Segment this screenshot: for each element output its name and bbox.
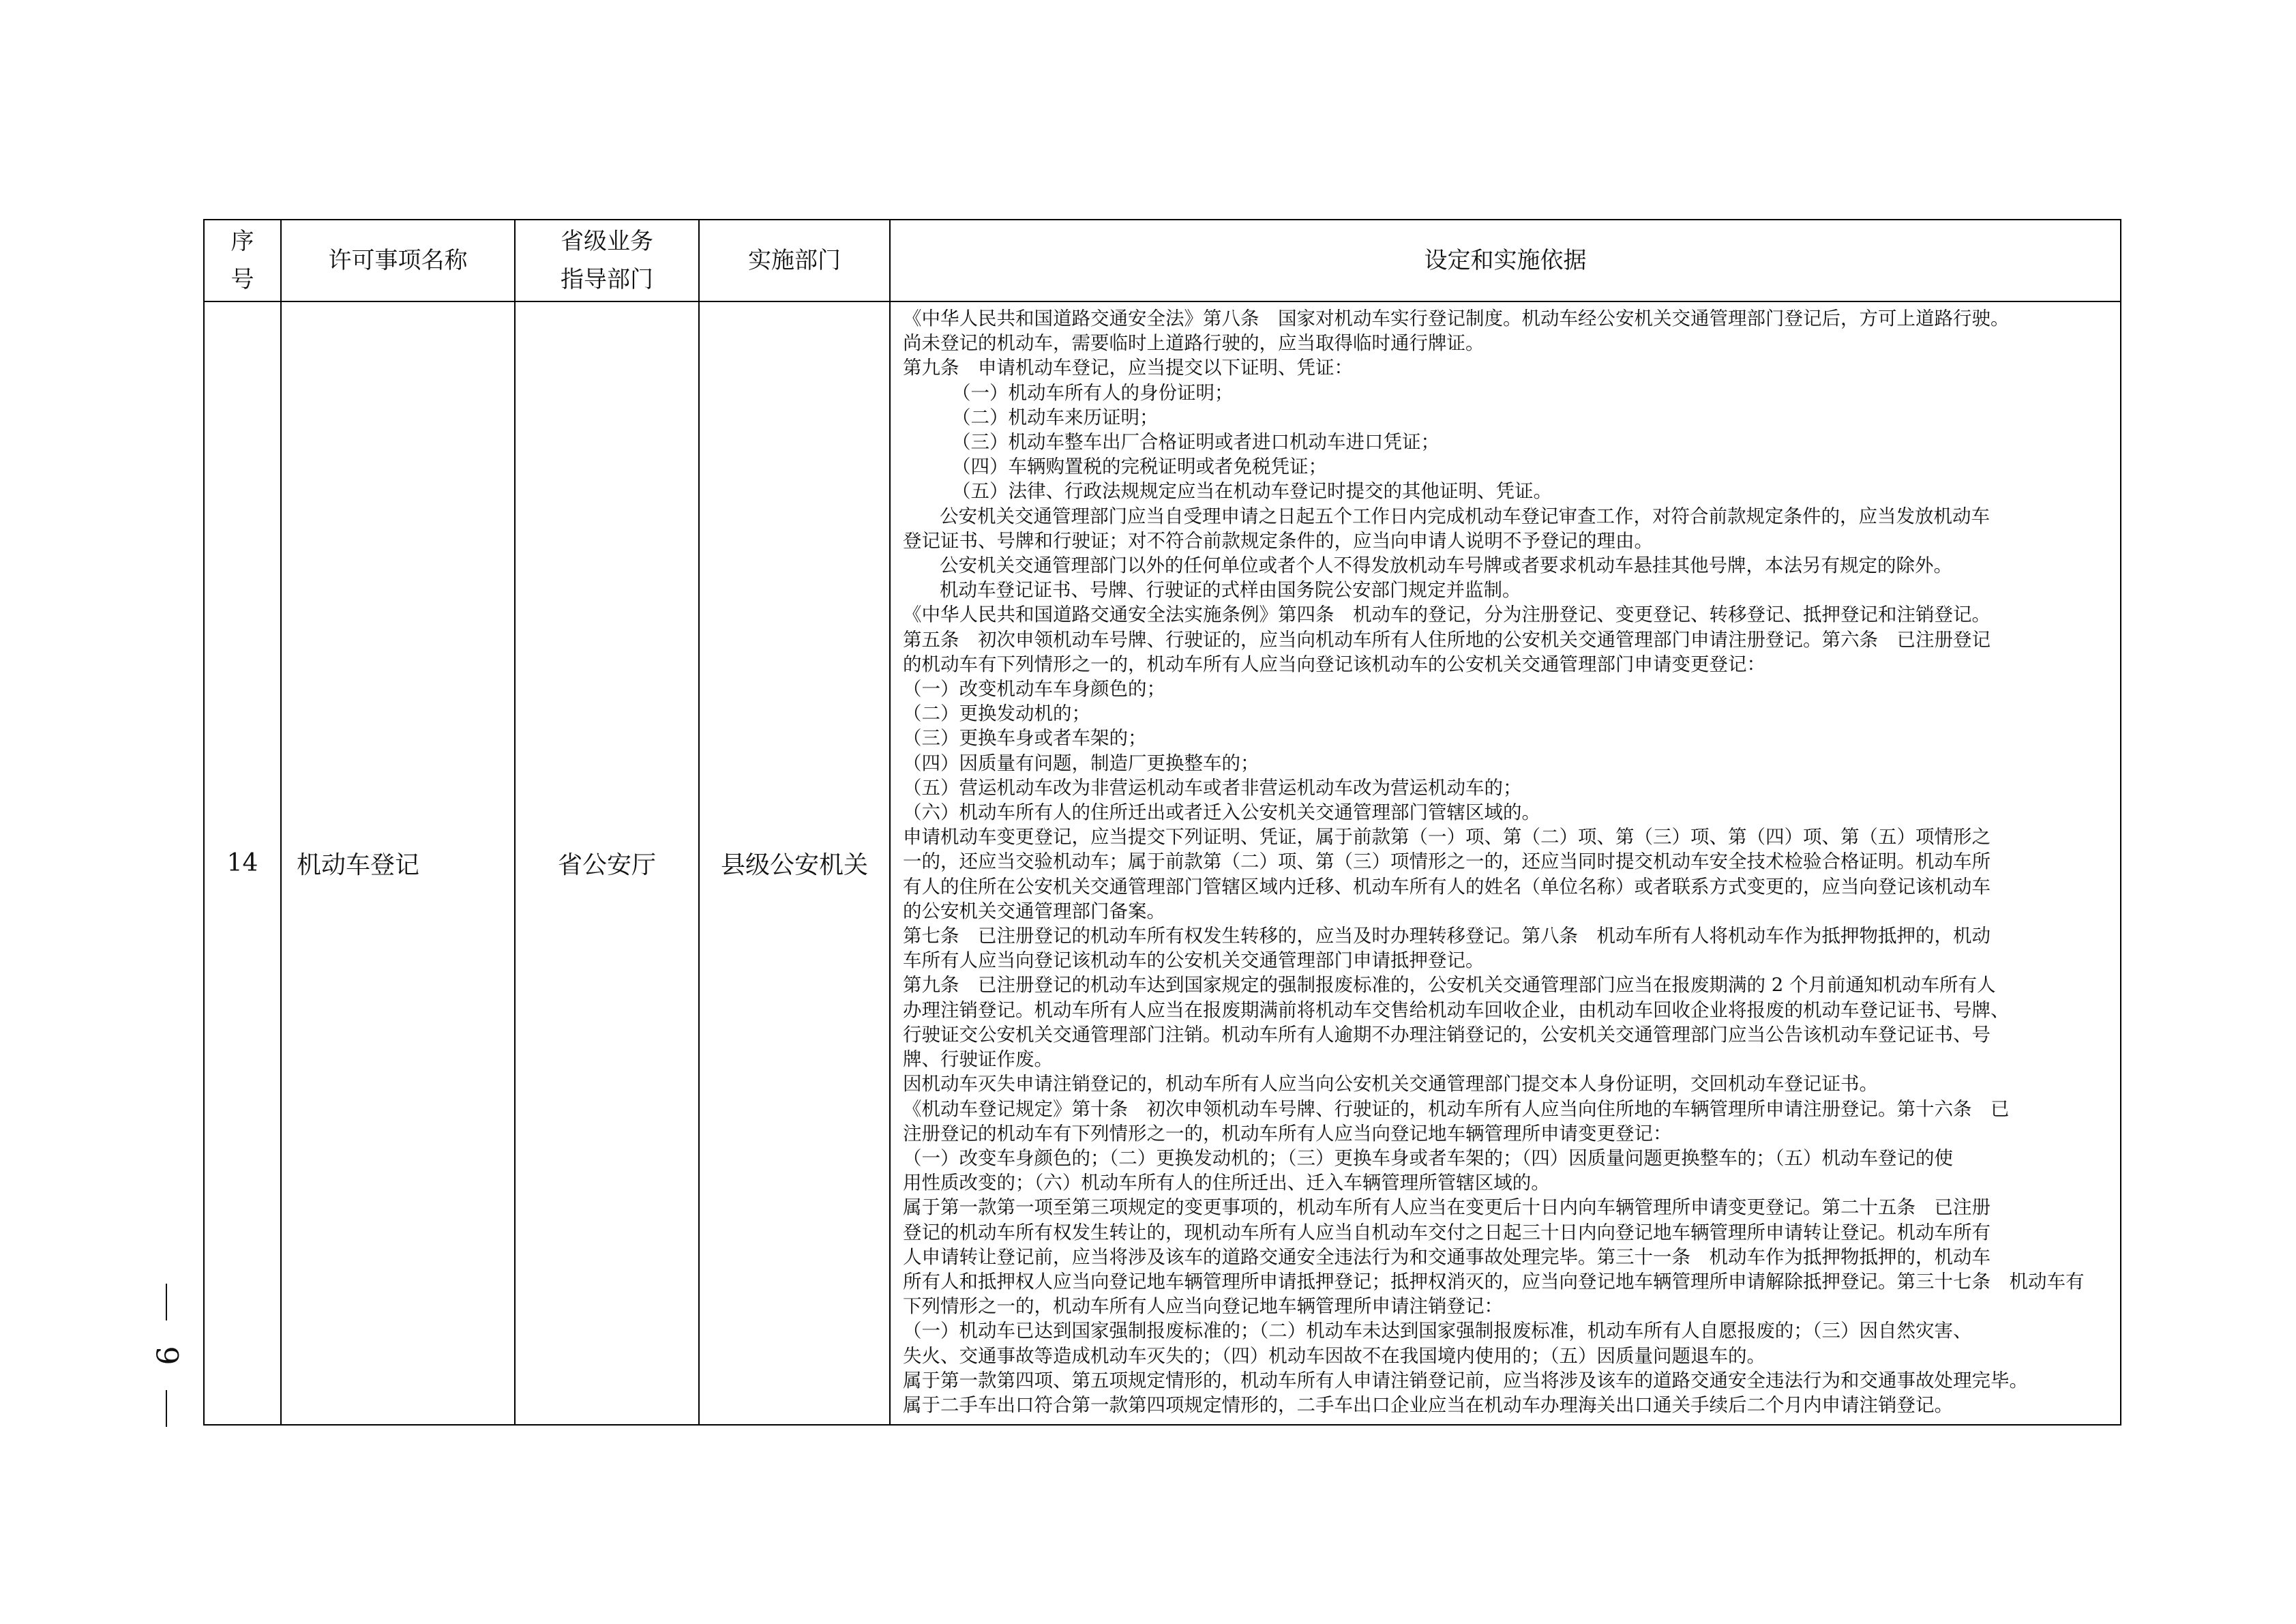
basis-line: 《机动车登记规定》第十条 初次申领机动车号牌、行驶证的，机动车所有人应当向住所地的车辆管理所申请注册登记。第十六条 已 [903, 1097, 2010, 1120]
basis-line: 失火、交通事故等造成机动车灭失的；（四）机动车因故不在我国境内使用的；（五）因质量问题退车的。 [903, 1344, 1765, 1367]
header-serial-number: 序号 [204, 220, 281, 301]
basis-line: 下列情形之一的，机动车所有人应当向登记地车辆管理所申请注销登记： [903, 1295, 1503, 1318]
basis-line: 《中华人民共和国道路交通安全法实施条例》第四条 机动车的登记，分为注册登记、变更登记、转移登记、抵押登记和注销登记。 [903, 604, 1991, 626]
header-implementing-dept: 实施部门 [699, 220, 890, 301]
basis-line: （一）机动车所有人的身份证明； [952, 381, 1234, 404]
basis-line: （五）法律、行政法规规定应当在机动车登记时提交的其他证明、凭证。 [952, 480, 1552, 503]
header-legal-basis: 设定和实施依据 [890, 220, 2121, 301]
row-legal-basis [890, 301, 2121, 1425]
page-number-value: 9 [149, 1346, 184, 1365]
basis-line: （三）机动车整车出厂合格证明或者进口机动车进口凭证； [952, 431, 1440, 454]
basis-line: （四）因质量有问题，制造厂更换整车的； [903, 752, 1259, 774]
basis-line: （四）车辆购置税的完税证明或者免税凭证； [952, 456, 1327, 478]
basis-line: 车所有人应当向登记该机动车的公安机关交通管理部门申请抵押登记。 [903, 949, 1485, 972]
basis-line: 登记证书、号牌和行驶证；对不符合前款规定条件的，应当向申请人说明不予登记的理由。 [903, 529, 1653, 552]
basis-line: 有人的住所在公安机关交通管理部门管辖区域内迁移、机动车所有人的姓名（单位名称）或者联系方式变更的，应当向登记该机动车 [903, 875, 1991, 898]
table-row [204, 301, 2121, 1425]
basis-line: （二）更换发动机的； [903, 703, 1090, 725]
basis-line: 注册登记的机动车有下列情形之一的，机动车所有人应当向登记地车辆管理所申请变更登记： [903, 1122, 1672, 1145]
basis-line: 人申请转让登记前，应当将涉及该车的道路交通安全违法行为和交通事故处理完毕。第三十一条 机动车作为抵押物抵押的，机动车 [903, 1245, 1991, 1268]
basis-line: 办理注销登记。机动车所有人应当在报废期满前将机动车交售给机动车回收企业，由机动车回收企业将报废的机动车登记证书、号牌、 [903, 999, 2010, 1021]
page-number [146, 1284, 187, 1427]
basis-line: 属于第一款第一项至第三项规定的变更事项的，机动车所有人应当在变更后十日内向车辆管理所申请变更登记。第二十五条 已注册 [903, 1196, 1991, 1219]
page-number-dash-bottom [166, 1390, 167, 1427]
legal-basis-text [903, 306, 2109, 1417]
row-permit-item-name: 机动车登记 [281, 301, 515, 1425]
row-serial-number: 14 [204, 301, 281, 1425]
basis-line: 第七条 已注册登记的机动车所有权发生转移的，应当及时办理转移登记。第八条 机动车所有人将机动车作为抵押物抵押的，机动 [903, 925, 1991, 947]
basis-line: 的公安机关交通管理部门备案。 [903, 900, 1165, 922]
basis-line: 属于第一款第四项、第五项规定情形的，机动车所有人申请注销登记前，应当将涉及该车的道路交通安全违法行为和交通事故处理完毕。 [903, 1369, 2028, 1391]
row-implementing-dept: 县级公安机关 [699, 301, 890, 1425]
basis-line: 因机动车灭失申请注销登记的，机动车所有人应当向公安机关交通管理部门提交本人身份证明，交回机动车登记证书。 [903, 1073, 1878, 1095]
basis-line: 登记的机动车所有权发生转让的，现机动车所有人应当自机动车交付之日起三十日内向登记地车辆管理所申请转让登记。机动车所有 [903, 1221, 1991, 1243]
basis-line: 一的，还应当交验机动车；属于前款第（二）项、第（三）项情形之一的，还应当同时提交机动车安全技术检验合格证明。机动车所 [903, 851, 1991, 873]
basis-line: 尚未登记的机动车，需要临时上道路行驶的，应当取得临时通行牌证。 [903, 332, 1485, 355]
basis-line: （二）机动车来历证明； [952, 406, 1159, 428]
basis-line: 第九条 申请机动车登记，应当提交以下证明、凭证： [903, 357, 1353, 379]
basis-line: 用性质改变的；（六）机动车所有人的住所迁出、迁入车辆管理所管辖区域的。 [903, 1172, 1550, 1194]
permit-basis-table [203, 219, 2121, 1426]
page-number-dash-top [166, 1284, 167, 1320]
basis-line: 行驶证交公安机关交通管理部门注销。机动车所有人逾期不办理注销登记的，公安机关交通管理部门应当公告该机动车登记证书、号 [903, 1023, 1991, 1046]
row-guidance-dept: 省公安厅 [515, 301, 699, 1425]
basis-line: 第九条 已注册登记的机动车达到国家规定的强制报废标准的，公安机关交通管理部门应当在报废期满的 2 个月前通知机动车所有人 [903, 974, 1996, 996]
basis-line: 公安机关交通管理部门以外的任何单位或者个人不得发放机动车号牌或者要求机动车悬挂其他号牌，本法另有规定的除外。 [940, 555, 1952, 577]
basis-line: 第五条 初次申领机动车号牌、行驶证的，应当向机动车所有人住所地的公安机关交通管理部门申请注册登记。第六条 已注册登记 [903, 628, 1991, 651]
basis-line: 所有人和抵押权人应当向登记地车辆管理所申请抵押登记；抵押权消灭的，应当向登记地车辆管理所申请解除抵押登记。第三十七条 机动车有 [903, 1270, 2085, 1293]
table-header-row [204, 220, 2121, 301]
basis-line: 的机动车有下列情形之一的，机动车所有人应当向登记该机动车的公安机关交通管理部门申请变更登记： [903, 653, 1765, 675]
header-provincial-guidance-dept: 省级业务指导部门 [515, 220, 699, 301]
basis-line: （六）机动车所有人的住所迁出或者迁入公安机关交通管理部门管辖区域的。 [903, 801, 1540, 824]
basis-line: 公安机关交通管理部门应当自受理申请之日起五个工作日内完成机动车登记审查工作，对符合前款规定条件的，应当发放机动车 [940, 505, 1990, 527]
basis-line: （一）改变车身颜色的；（二）更换发动机的；（三）更换车身或者车架的；（四）因质量问题更换整车的；（五）机动车登记的使 [903, 1147, 1953, 1169]
basis-line: （一）机动车已达到国家强制报废标准的；（二）机动车未达到国家强制报废标准，机动车所有人自愿报废的；（三）因自然灾害、 [903, 1320, 1972, 1342]
basis-line: （三）更换车身或者车架的； [903, 727, 1147, 750]
basis-line: 申请机动车变更登记，应当提交下列证明、凭证，属于前款第（一）项、第（二）项、第（三）项、第（四）项、第（五）项情形之 [903, 826, 1991, 848]
basis-line: （五）营运机动车改为非营运机动车或者非营运机动车改为营运机动车的； [903, 776, 1522, 799]
basis-line: 属于二手车出口符合第一款第四项规定情形的，二手车出口企业应当在机动车办理海关出口通关手续后二个月内申请注销登记。 [903, 1393, 1953, 1416]
basis-line: 《中华人民共和国道路交通安全法》第八条 国家对机动车实行登记制度。机动车经公安机关交通管理部门登记后，方可上道路行驶。 [903, 308, 2010, 329]
header-permit-item-name: 许可事项名称 [281, 220, 515, 301]
basis-line: 机动车登记证书、号牌、行驶证的式样由国务院公安部门规定并监制。 [940, 579, 1521, 602]
basis-line: （一）改变机动车车身颜色的； [903, 678, 1165, 700]
basis-line: 牌、行驶证作废。 [903, 1048, 1053, 1071]
